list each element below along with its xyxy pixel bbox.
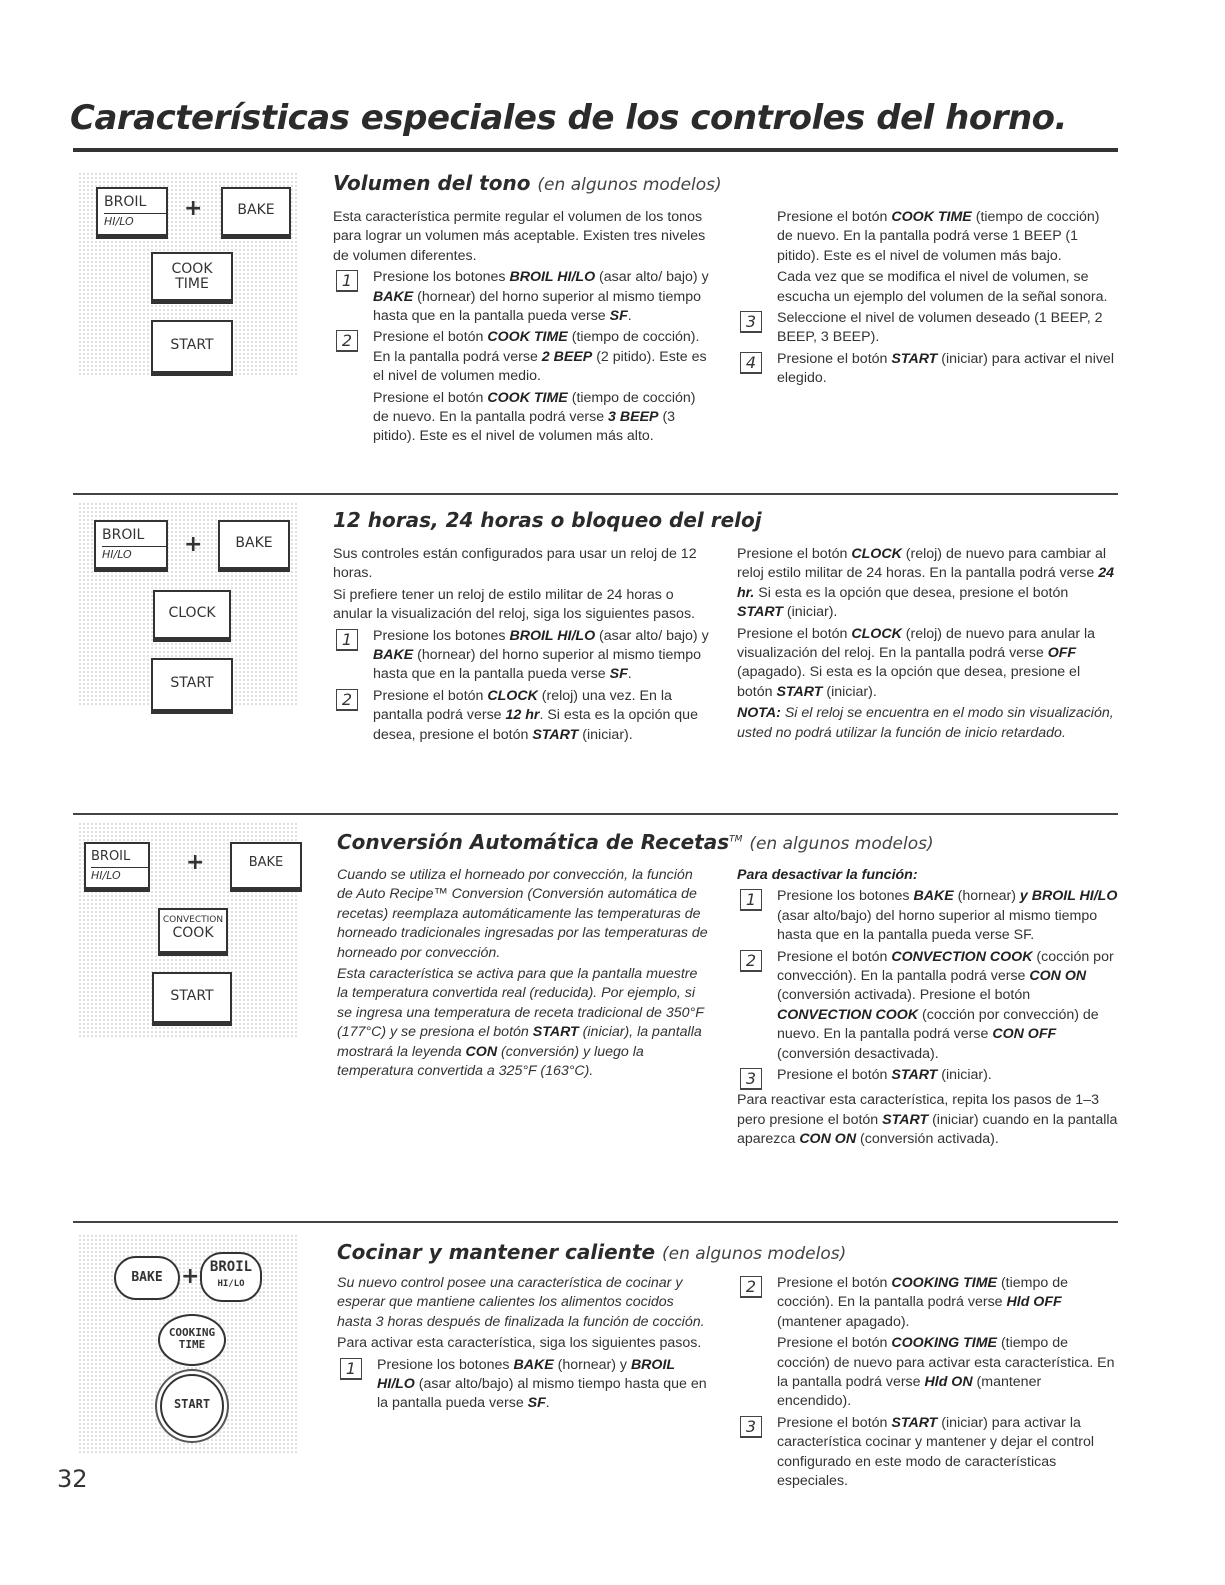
page-title: Características especiales de los controles del horno. xyxy=(70,98,1067,138)
page-number: 32 xyxy=(57,1465,88,1493)
convection-cook-button: CONVECTION COOK xyxy=(158,908,228,956)
section-title-clock: 12 horas, 24 horas o bloqueo del reloj xyxy=(333,508,762,532)
bake-button: BAKE xyxy=(218,520,290,572)
section-title-cook-hold: Cocinar y mantener caliente (en algunos modelos) xyxy=(337,1240,847,1264)
step-2: 2 Presione el botón CLOCK (reloj) una vez. En la pantalla podrá verse 12 hr. Si esta es la opción que desea, presione el botón START (iniciar). xyxy=(333,687,711,745)
step-2: 2 Presione el botón COOK TIME (tiempo de cocción). En la pantalla podrá verse 2 BEEP (2 pitido). Este es el nivel de volumen medio. xyxy=(333,328,711,386)
plus-icon: + xyxy=(181,1264,200,1289)
plus-icon: + xyxy=(184,532,203,557)
step-4: 4 Presione el botón START (iniciar) para activar el nivel elegido. xyxy=(737,350,1117,389)
cook-time-button: COOK TIME xyxy=(151,252,233,304)
clock-right-column: Presione el botón CLOCK (reloj) de nuevo para cambiar al reloj estilo militar de 24 horas. En la pantalla podrá verse 24 hr. Si esta es la opción que desea, presione el botón START (iniciar). Presione el botón CLOCK (reloj) de nuevo para anular la visualización del reloj. En la pantalla podrá verse OFF (apagado). Si esta es la opción que desea, presione el botón START (iniciar). NOTA: Si el reloj se encuentra en el modo sin visualización, usted no podrá utilizar la función de inicio retardado. xyxy=(737,545,1117,745)
section-divider xyxy=(73,1221,1118,1223)
step-1: 1 Presione los botones BAKE (hornear) y BROIL HI/LO (asar alto/bajo) del horno superior al mismo tiempo hasta que en la pantalla pueda verse SF. xyxy=(737,887,1119,945)
section-title-volume: Volumen del tono (en algunos modelos) xyxy=(333,171,722,195)
start-button: START xyxy=(152,972,232,1026)
section-divider xyxy=(73,493,1118,495)
step-1: 1 Presione los botones BROIL HI/LO (asar alto/ bajo) y BAKE (hornear) del horno superior al mismo tiempo hasta que en la pantalla pueda verse SF. xyxy=(333,268,711,326)
start-button: START xyxy=(151,658,233,714)
cook-hold-right-column: 2 Presione el botón COOKING TIME (tiempo de cocción). En la pantalla podrá verse Hld OFF (mantener apagado). Presione el botón COOKING TIME (tiempo de cocción) de nuevo para activar esta característica. En la pantalla podrá verse Hld ON (mantener encendido). 3 Presione el botón START (iniciar) para activar la característica cocinar y mantener y dejar el control configurado en este modo de características especiales. xyxy=(737,1274,1119,1493)
clock-left-column: Sus controles están configurados para usar un reloj de 12 horas. Si prefiere tener un reloj de estilo militar de 24 horas o anular la visualización del reloj, siga los siguientes pasos. 1 Presione los botones BROIL HI/LO (asar alto/ bajo) y BAKE (hornear) del horno superior al mismo tiempo hasta que en la pantalla pueda verse SF. 2 Presione el botón CLOCK (reloj) una vez. En la pantalla podrá verse 12 hr. Si esta es la opción que desea, presione el botón START (iniciar). xyxy=(333,545,711,747)
button-illustration-volume xyxy=(78,172,298,377)
start-button: START xyxy=(160,1374,224,1438)
note: NOTA: Si el reloj se encuentra en el modo sin visualización, usted no podrá utilizar la función de inicio retardado. xyxy=(737,705,1114,741)
cook-hold-left-column: Su nuevo control posee una característica de cocinar y esperar que mantiene calientes los alimentos cocidos hasta 3 horas después de finalizada la función de cocción. Para activar esta característica, siga los siguientes pasos. 1 Presione los botones BAKE (hornear) y BROIL HI/LO (asar alto/bajo) al mismo tiempo hasta que en la pantalla pueda verse SF. xyxy=(337,1274,712,1416)
section-divider xyxy=(73,813,1118,815)
title-rule xyxy=(73,148,1118,152)
step-3: 3 Presione el botón START (iniciar) para activar la característica cocinar y mantener y dejar el control configurado en este modo de características especiales. xyxy=(737,1414,1119,1492)
step-3: 3 Seleccione el nivel de volumen deseado (1 BEEP, 2 BEEP, 3 BEEP). xyxy=(737,309,1117,348)
plus-icon: + xyxy=(186,850,205,875)
bake-button: BAKE xyxy=(221,187,291,239)
button-illustration-clock xyxy=(78,502,298,707)
convection-left-column: Cuando se utiliza el horneado por convección, la función de Auto Recipe™ Conversion (Conversión automática de recetas) reemplaza automáticamente las temperaturas de horneado tradicionales ingresadas por las temperaturas de horneado por convección. Esta característica se activa para que la pantalla muestre la temperatura convertida real (reducida). Por ejemplo, si se ingresa una temperatura de receta tradicional de 350°F (177°C) y se presiona el botón START (iniciar), la pantalla mostrará la leyenda CON (conversión) y luego la temperatura convertida a 325°F (163°C). xyxy=(337,867,708,1080)
broil-hilo-button: BROIL HI/LO xyxy=(84,842,150,892)
bake-button: BAKE xyxy=(114,1256,180,1300)
step-2: 2 Presione el botón CONVECTION COOK (cocción por convección). En la pantalla podrá verse CON ON (conversión activada). Presione el botón CONVECTION COOK (cocción por convección) de nuevo. En la pantalla podrá verse CON OFF (conversión desactivada). xyxy=(737,948,1119,1064)
section-title-convection: Conversión Automática de Recetas™ (en algunos modelos) xyxy=(337,830,934,854)
step-2: 2 Presione el botón COOKING TIME (tiempo de cocción). En la pantalla podrá verse Hld OFF (mantener apagado). xyxy=(737,1274,1119,1332)
step-1: 1 Presione los botones BAKE (hornear) y BROIL HI/LO (asar alto/bajo) al mismo tiempo hasta que en la pantalla pueda verse SF. xyxy=(337,1356,712,1414)
button-illustration-cook-hold xyxy=(78,1234,298,1454)
step-1: 1 Presione los botones BROIL HI/LO (asar alto/ bajo) y BAKE (hornear) del horno superior al mismo tiempo hasta que en la pantalla pueda verse SF. xyxy=(333,627,711,685)
plus-icon: + xyxy=(184,196,203,221)
broil-hilo-button: BROIL HI/LO xyxy=(94,520,168,572)
button-illustration-convection xyxy=(78,822,298,1037)
convection-right-column: Para desactivar la función: 1 Presione los botones BAKE (hornear) y BROIL HI/LO (asar alto/bajo) del horno superior al mismo tiempo hasta que en la pantalla pueda verse SF. 2 Presione el botón CONVECTION COOK (cocción por convección). En la pantalla podrá verse CON ON (conversión activada). Presione el botón CONVECTION COOK (cocción por convección) de nuevo. En la pantalla podrá verse CON OFF (conversión desactivada). 3 Presione el botón START (iniciar). Para reactivar esta característica, repita los pasos de 1–3 pero presione el botón START (iniciar) cuando en la pantalla aparezca CON ON (conversión activada). xyxy=(737,867,1118,1148)
bake-button: BAKE xyxy=(230,842,302,892)
broil-hilo-button: BROIL HI/LO xyxy=(200,1252,262,1302)
clock-button: CLOCK xyxy=(153,590,231,642)
step-3: 3 Presione el botón START (iniciar). xyxy=(737,1066,1119,1085)
cooking-time-button: COOKING TIME xyxy=(158,1314,226,1366)
broil-hilo-button: BROIL HI/LO xyxy=(96,187,168,239)
volume-left-column: Esta característica permite regular el volumen de los tonos para lograr un volumen más aceptable. Existen tres niveles de volumen diferentes. 1 Presione los botones BROIL HI/LO (asar alto/ bajo) y BAKE (hornear) del horno superior al mismo tiempo hasta que en la pantalla pueda verse SF. 2 Presione el botón COOK TIME (tiempo de cocción). En la pantalla podrá verse 2 BEEP (2 pitido). Este es el nivel de volumen medio. Presione el botón COOK TIME (tiempo de cocción) de nuevo. En la pantalla podrá verse 3 BEEP (3 pitido). Este es el nivel de volumen más alto. xyxy=(333,208,711,449)
start-button: START xyxy=(151,320,233,376)
volume-right-column: Presione el botón COOK TIME (tiempo de cocción) de nuevo. En la pantalla podrá verse 1 BEEP (1 pitido). Este es el nivel de volumen más bajo. Cada vez que se modifica el nivel de volumen, se escucha un ejemplo del volumen de la señal sonora. 3 Seleccione el nivel de volumen deseado (1 BEEP, 2 BEEP, 3 BEEP). 4 Presione el botón START (iniciar) para activar el nivel elegido. xyxy=(737,208,1117,391)
